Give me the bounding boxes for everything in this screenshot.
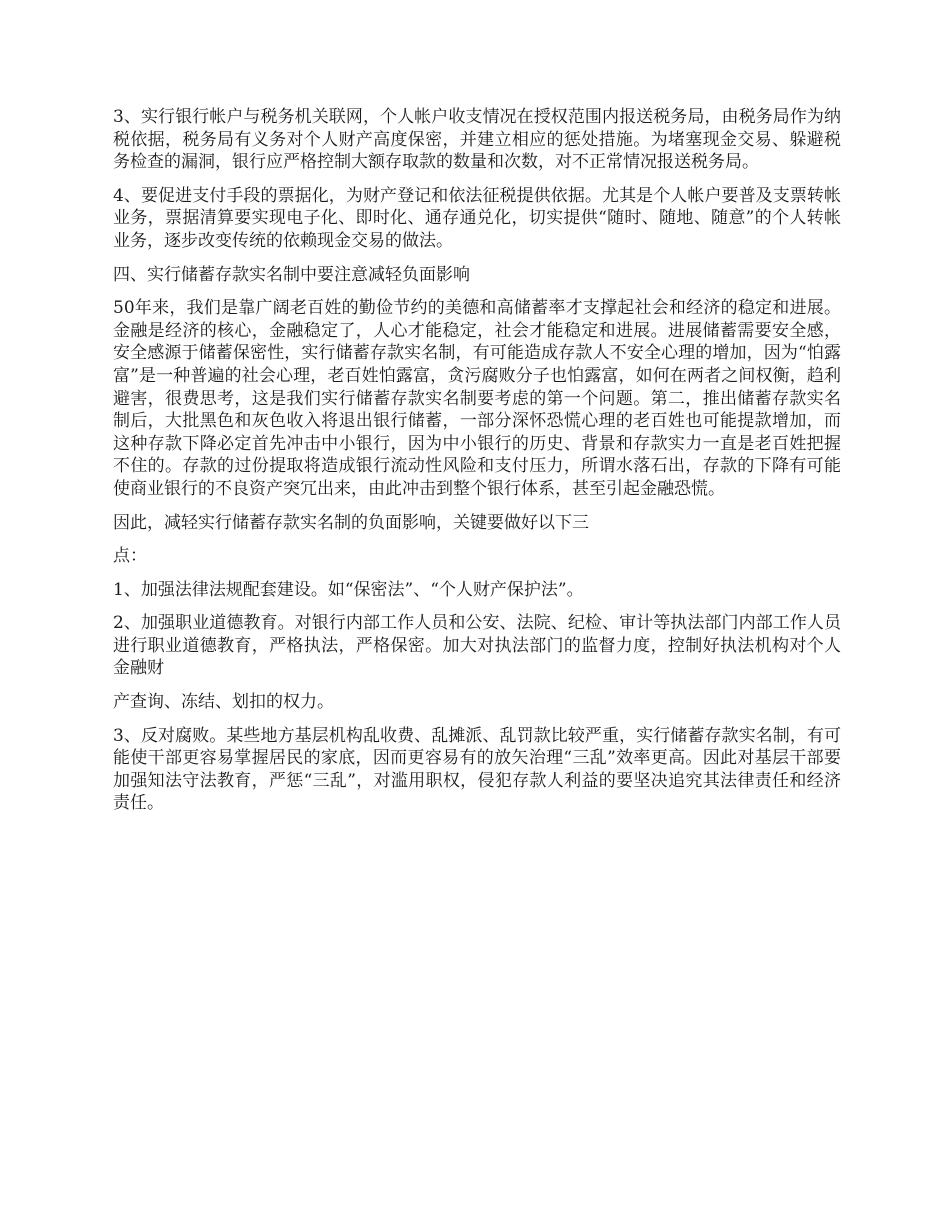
document-body [113,106,841,826]
paragraph-item-3-anti-corruption: 3、反对腐败。某些地方基层机构乱收费、乱摊派、乱罚款比较严重，实行储蓄存款实名制，有可能使干部更容易掌握居民的家底，因而更容易有的放矢治理“三乱”效率更高。因此对基层干部要加强知法守法教育，严惩“三乱”，对滥用职权，侵犯存款人利益的要坚决追究其法律责任和经济责任。 [113,725,841,814]
paragraph-item-1-legal-system: 1、加强法律法规配套建设。如“保密法”、“个人财产保护法”。 [113,579,584,600]
paragraph-item-2-professional-ethics: 2、加强职业道德教育。对银行内部工作人员和公安、法院、纪检、审计等执法部门内部工作人员进行职业道德教育，严格执法，严格保密。加大对执法部门的监督力度，控制好执法机构对个人金融财 [113,613,841,679]
paragraph-item-3-bank-tax-link: 3、实行银行帐户与税务机关联网，个人帐户收支情况在授权范围内报送税务局，由税务局作为纳税依据，税务局有义务对个人财产高度保密，并建立相应的惩处措施。为堵塞现金交易、躲避税务检查的漏洞，银行应严格控制大额存取款的数量和次数，对不正常情况报送税务局。 [113,107,841,173]
paragraph-fifty-years-savings: 50年来，我们是靠广阔老百姓的勤俭节约的美德和高储蓄率才支撑起社会和经济的稳定和进展。金融是经济的核心，金融稳定了，人心才能稳定，社会才能稳定和进展。进展储蓄需要安全感，安全感源于储蓄保密性，实行储蓄存款实名制，有可能造成存款人不安全心理的增加，因为“怕露富”是一种普遍的社会心理，老百姓怕露富，贪污腐败分子也怕露富，如何在两者之间权衡，趋利避害，很费思考，这是我们实行储蓄存款实名制要考虑的第一个问题。第二，推出储蓄存款实名制后，大批黑色和灰色收入将退出银行储蓄，一部分深怀恐慌心理的老百姓也可能提款增加，而这种存款下降必定首先冲击中小银行，因为中小银行的历史、背景和存款实力一直是老百姓把握不住的。存款的过份提取将造成银行流动性风险和支付压力，所谓水落石出，存款的下降有可能使商业银行的不良资产突冗出来，由此冲击到整个银行体系，甚至引起金融恐慌。 [113,298,841,499]
paragraph-points-colon: 点： [113,546,147,567]
paragraph-item-4-payment-instruments: 4、要促进支付手段的票据化，为财产登记和依法征税提供依据。尤其是个人帐户要普及支票转帐业务，票据清算要实现电子化、即时化、通存通兑化，切实提供“随时、随地、随意”的个人转帐业务，逐步改变传统的依赖现金交易的做法。 [113,185,841,251]
paragraph-therefore-three-points: 因此，减轻实行储蓄存款实名制的负面影响，关键要做好以下三 [113,512,589,533]
paragraph-item-2-continuation: 产查询、冻结、划扣的权力。 [113,692,334,713]
section-heading-negative-impact: 四、实行储蓄存款实名制中要注意减轻负面影响 [113,264,470,285]
